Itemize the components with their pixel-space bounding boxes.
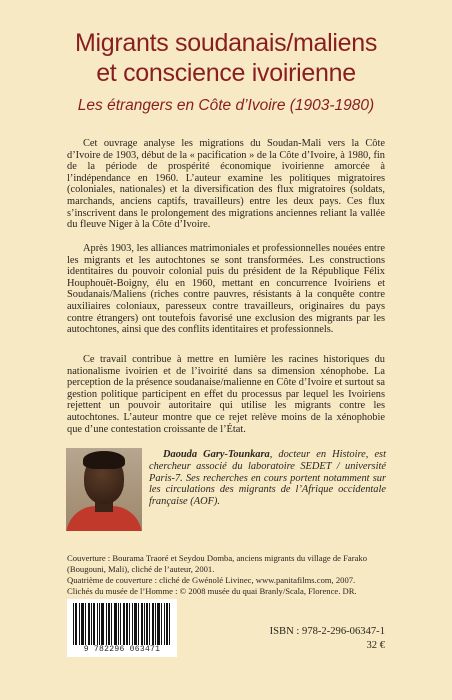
barcode-bar (166, 603, 167, 645)
barcode-bar (79, 603, 80, 645)
barcode-bar (118, 603, 119, 645)
barcode-bar (135, 603, 136, 645)
barcode-bar (142, 603, 143, 645)
barcode-bar (132, 603, 133, 645)
barcode-bar (82, 603, 83, 645)
barcode-bar (146, 603, 147, 645)
barcode-bar (102, 603, 103, 645)
barcode-bars (73, 603, 171, 645)
credit-line-3: Clichés du musée de l’Homme : © 2008 musée du quai Branly/Scala, Florence. DR. (67, 586, 357, 596)
barcode-bar (161, 603, 162, 645)
barcode-bar (138, 603, 139, 645)
barcode-bar (157, 603, 158, 645)
barcode-bar (115, 603, 116, 645)
summary-paragraph-2: Après 1903, les alliances matrimoniales et professionnelles nouées entre les migrants et les autochtones se sont transformées. Les constructions identitaires du pouvoir colonial puis du président de la République Félix Houphouët-Boigny, élu en 1960, mettant en concurrence Ivoiriens et Soudanais/Maliens (riches contre pauvres, résistants à la conquête contre auxiliaires coloniaux, paresseux contre travailleurs, originaires du pays contre étrangers) ont toutefois favorisé une exclusion des migrants par les autochtones, ainsi que des conflits identitaires et professionnels. (67, 243, 385, 336)
photo-credits (67, 553, 387, 597)
barcode-bar (155, 603, 156, 645)
credit-line-1: Couverture : Bourama Traoré et Seydou Domba, anciens migrants du village de Farako (Bougouni, Mali), cliché de l’auteur, 2001. (67, 553, 367, 574)
barcode (67, 599, 177, 657)
barcode-bar (85, 603, 86, 645)
barcode-bar (158, 603, 159, 645)
barcode-bar (109, 603, 110, 645)
barcode-bar (93, 603, 94, 645)
summary-paragraph-3: Ce travail contribue à mettre en lumière les racines historiques du nationalisme ivoirien et de l’ivoirité dans sa dimension xénophobe. La perception de la présence soudanaise/malienne en Côte d’Ivoire et surtout sa gestion politique participent en effet du processus par lequel les Ivoiriens rejettent un pouvoir autoritaire qui utilise les migrants contre les autochtones. L’auteur montre que ce rejet relève moins de la xénophobie que d’une contestation croissante de l’État. (67, 354, 385, 435)
barcode-bar (89, 603, 90, 645)
barcode-bar (129, 603, 130, 645)
title-line-1: Migrants soudanais/maliens (74, 29, 378, 57)
author-bio-text: , docteur en Histoire, est chercheur associé du laboratoire SEDET / université Paris-7. Ses recherches en cours portent notamment sur les circulations des migrants de l’Afrique occidentale française (AOF). (149, 449, 386, 508)
barcode-bar (164, 603, 165, 645)
barcode-bar (106, 603, 107, 645)
barcode-bar (126, 603, 127, 645)
barcode-bar (101, 603, 102, 645)
barcode-bar (81, 603, 82, 645)
barcode-bar (144, 603, 145, 645)
barcode-bar (108, 603, 109, 645)
barcode-bar (141, 603, 142, 645)
barcode-bar (169, 603, 170, 645)
barcode-bar (134, 603, 135, 645)
barcode-bar (83, 603, 84, 645)
author-bio (149, 449, 386, 508)
barcode-bar (167, 603, 168, 645)
barcode-bar (159, 603, 160, 645)
author-photo-hair (83, 451, 125, 469)
barcode-bar (111, 603, 112, 645)
barcode-bar (149, 603, 150, 645)
barcode-bar (76, 603, 77, 645)
title-line-2: et conscience ivoirienne (96, 59, 356, 87)
barcode-bar (97, 603, 98, 645)
barcode-bar (103, 603, 104, 645)
credit-line-2: Quatrième de couverture : cliché de Gwénolé Livinec, www.panitafilms.com, 2007. (67, 575, 356, 585)
barcode-bar (73, 603, 74, 645)
barcode-bar (127, 603, 128, 645)
author-photo (66, 448, 142, 531)
barcode-bar (88, 603, 89, 645)
barcode-bar (99, 603, 100, 645)
barcode-digits: 9 782296 063471 (83, 645, 161, 654)
subtitle: Les étrangers en Côte d’Ivoire (1903-1980) (77, 97, 375, 114)
barcode-bar (152, 603, 153, 645)
summary-paragraph-1: Cet ouvrage analyse les migrations du Soudan-Mali vers la Côte d’Ivoire de 1903, début de la « pacification » de la Côte d’Ivoire, à 1980, fin de la période de prospérité économique ivoirienne amorcée à l’indépendance en 1960. L’auteur examine les politiques migratoires (coloniales, nationales) et la diversification des flux migratoires (soldats, marchands, anciens captifs, travailleurs) entre les deux pays. Ces flux s’inscrivent dans le prolongement des migrations anciennes reliant la vallée du fleuve Niger à la Côte d’Ivoire. (67, 138, 385, 231)
barcode-bar (114, 603, 115, 645)
barcode-bar (75, 603, 76, 645)
barcode-bar (120, 603, 121, 645)
author-name: Daouda Gary-Tounkara (163, 449, 270, 460)
barcode-bar (147, 603, 148, 645)
barcode-bar (153, 603, 154, 645)
barcode-bar (124, 603, 125, 645)
barcode-bar (91, 603, 92, 645)
barcode-bar (136, 603, 137, 645)
barcode-bar (94, 603, 95, 645)
price: 32 € (366, 640, 385, 651)
isbn: ISBN : 978-2-296-06347-1 (269, 626, 385, 637)
barcode-bar (116, 603, 117, 645)
barcode-bar (123, 603, 124, 645)
